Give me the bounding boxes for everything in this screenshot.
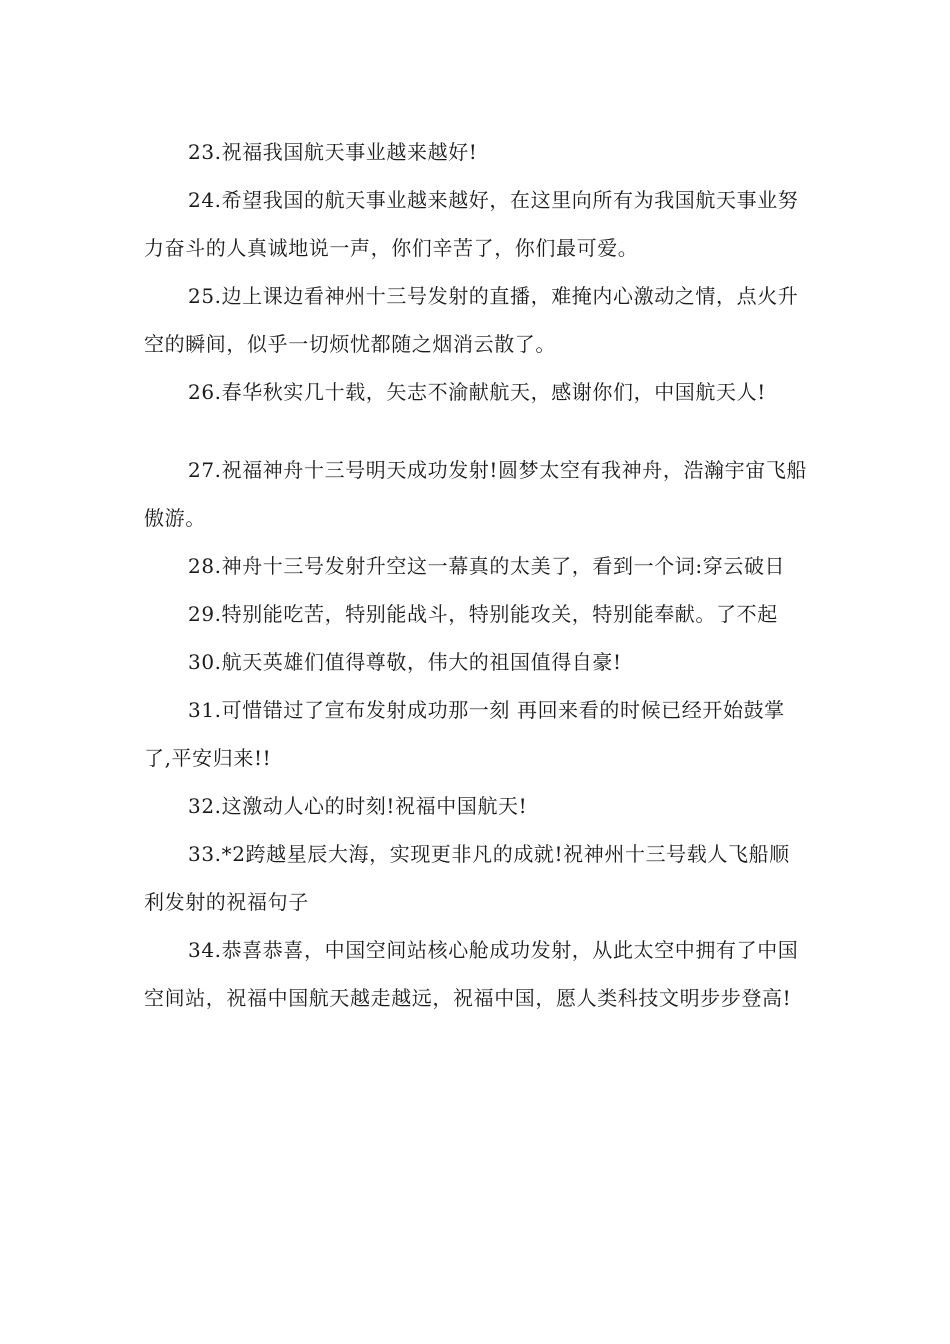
paragraph-26: 26.春华秋实几十载，矢志不渝献航天，感谢你们，中国航天人! [188,380,766,404]
paragraph-31: 31.可惜错过了宣布发射成功那一刻 再回来看的时候已经开始鼓掌了,平安归来!! [144,698,785,770]
paragraph-28: 28.神舟十三号发射升空这一幕真的太美了，看到一个词:穿云破日 [188,554,786,578]
paragraph-30: 30.航天英雄们值得尊敬，伟大的祖国值得自豪! [188,650,622,674]
document-body [144,128,808,1022]
paragraph-24: 24.希望我国的航天事业越来越好，在这里向所有为我国航天事业努力奋斗的人真诚地说一声，你们辛苦了，你们最可爱。 [144,188,799,260]
paragraph-32: 32.这激动人心的时刻!祝福中国航天! [188,794,528,818]
paragraph-33: 33.*2跨越星辰大海，实现更非凡的成就!祝神州十三号载人飞船顺利发射的祝福句子 [144,842,790,914]
paragraph-29: 29.特别能吃苦，特别能战斗，特别能攻关，特别能奉献。了不起 [188,602,778,626]
paragraph-spacer [144,416,808,446]
paragraph-27: 27.祝福神舟十三号明天成功发射!圆梦太空有我神舟，浩瀚宇宙飞船傲游。 [144,458,808,530]
paragraph-25: 25.边上课边看神州十三号发射的直播，难掩内心激动之情，点火升空的瞬间，似乎一切烦忧都随之烟消云散了。 [144,284,799,356]
paragraph-34: 34.恭喜恭喜，中国空间站核心舱成功发射，从此太空中拥有了中国空间站，祝福中国航天越走越远，祝福中国，愿人类科技文明步步登高! [144,938,799,1010]
paragraph-23: 23.祝福我国航天事业越来越好! [188,140,478,164]
